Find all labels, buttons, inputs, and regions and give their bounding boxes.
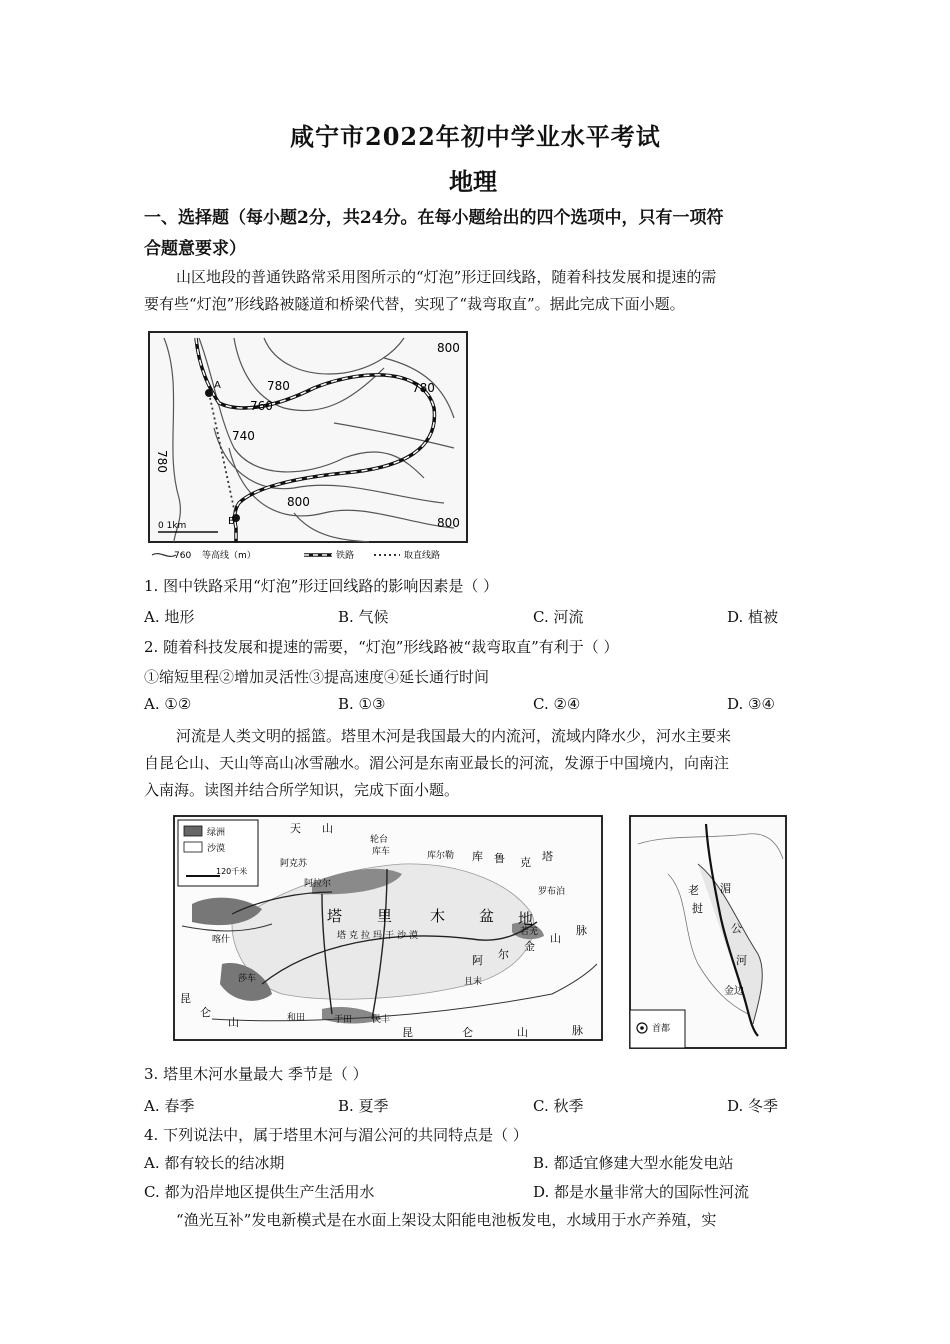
legend-rail-text: 铁路 — [336, 551, 355, 561]
contour-map-figure — [144, 328, 474, 564]
place-lop: 罗布泊 — [538, 887, 566, 897]
kunlun-left-char: 山 — [228, 1016, 239, 1029]
exam-title: 咸宁市2022年初中学业水平考试 — [290, 122, 661, 151]
question-4-option-a[interactable]: A. 都有较长的结冰期 — [144, 1154, 285, 1172]
place-shache: 莎车 — [238, 974, 257, 984]
question-2-option-a[interactable]: A. ①② — [144, 695, 192, 713]
map-scale-label: 120千米 — [216, 867, 248, 876]
altun-char: 脉 — [576, 924, 587, 937]
place-ruoqiang: 若羌 — [520, 927, 539, 937]
kuruktag-char: 库 — [472, 850, 483, 863]
place-aral: 阿拉尔 — [304, 879, 332, 889]
contour-label: 740 — [232, 429, 255, 443]
contour-label: 780 — [267, 379, 290, 393]
section-heading-line1: 一、选择题（每小题2分，共24分。在每小题给出的四个选项中，只有一项符 — [144, 208, 724, 228]
question-4-option-b[interactable]: B. 都适宜修建大型水能发电站 — [533, 1154, 734, 1172]
question-2-option-c[interactable]: C. ②④ — [533, 695, 581, 713]
basin-char: 塔 — [327, 907, 343, 925]
basin-char: 木 — [430, 907, 446, 925]
capital-label: 首都 — [652, 1024, 671, 1034]
kuruktag-char: 鲁 — [494, 852, 505, 865]
altun-char: 山 — [550, 932, 561, 945]
question-1-stem: 1. 图中铁路采用“灯泡”形迂回线路的影响因素是（ ） — [144, 577, 499, 595]
scale-label: 0 1km — [158, 521, 187, 531]
contour-label: 800 — [437, 516, 460, 530]
point-b-label: B — [228, 516, 235, 527]
altun-char: 阿 — [472, 954, 483, 967]
place-qiemo: 且末 — [464, 977, 483, 987]
mekong-char: 公 — [731, 922, 742, 935]
place-kuqa: 库车 — [372, 847, 391, 857]
passage2-line1: 河流是人类文明的摇篮。塔里木河是我国最大的内流河，流域内降水少，河水主要来 — [176, 727, 732, 745]
kunlun-char: 山 — [517, 1026, 528, 1039]
altun-char: 金 — [524, 940, 535, 953]
question-2-option-b[interactable]: B. ①③ — [338, 695, 386, 713]
laos-char: 挝 — [692, 902, 703, 915]
question-4-stem: 4. 下列说法中，属于塔里木河与湄公河的共同特点是（ ） — [144, 1126, 528, 1144]
contour-label: 800 — [287, 495, 310, 509]
legend-desert-label: 沙漠 — [207, 844, 226, 854]
question-2-option-d[interactable]: D. ③④ — [727, 695, 775, 713]
contour-map-svg — [144, 328, 474, 564]
place-minfeng: 民丰 — [372, 1015, 391, 1025]
passage2-line2: 自昆仑山、天山等高山冰雪融水。湄公河是东南亚最长的河流，发源于中国境内，向南注 — [144, 754, 730, 772]
passage1-line1: 山区地段的普通铁路常采用图所示的“灯泡”形迂回线路，随着科技发展和提速的需 — [176, 268, 717, 286]
question-2-items: ①缩短里程②增加灵活性③提高速度④延长通行时间 — [144, 668, 490, 686]
question-3-option-b[interactable]: B. 夏季 — [338, 1097, 389, 1115]
question-1-option-a[interactable]: A. 地形 — [144, 608, 195, 626]
basin-char: 盆 — [479, 907, 495, 925]
kunlun-char: 仑 — [462, 1026, 473, 1039]
kuruktag-char: 克 — [520, 856, 531, 869]
basin-char: 里 — [377, 907, 393, 925]
contour-label: 800 — [437, 341, 460, 355]
legend-contour-value: 760 — [174, 551, 192, 561]
legend-straight-text: 取直线路 — [404, 551, 441, 561]
mekong-char: 河 — [736, 954, 747, 967]
question-4-option-d[interactable]: D. 都是水量非常大的国际性河流 — [533, 1183, 750, 1201]
question-4-option-c[interactable]: C. 都为沿岸地区提供生产生活用水 — [144, 1183, 375, 1201]
kunlun-char: 脉 — [572, 1024, 583, 1037]
question-3-option-c[interactable]: C. 秋季 — [533, 1097, 584, 1115]
place-kashgar: 喀什 — [212, 935, 231, 945]
laos-char: 老 — [688, 884, 699, 897]
passage1-line2: 要有些“灯泡”形线路被隧道和桥梁代替，实现了“裁弯取直”。据此完成下面小题。 — [144, 295, 685, 313]
desert-name: 塔克拉玛干沙漠 — [337, 931, 422, 941]
question-1-option-c[interactable]: C. 河流 — [533, 608, 584, 626]
place-luntai: 轮台 — [370, 835, 389, 845]
kuruktag-char: 塔 — [542, 850, 553, 863]
tarim-map-figure — [172, 814, 604, 1042]
altun-char: 尔 — [498, 948, 509, 961]
passage3-line1: “渔光互补”发电新模式是在水面上架设太阳能电池板发电，水域用于水产养殖，实 — [176, 1211, 717, 1229]
place-aksu: 阿克苏 — [280, 859, 308, 869]
question-3-option-a[interactable]: A. 春季 — [144, 1097, 195, 1115]
legend-oasis-label: 绿洲 — [207, 828, 226, 838]
legend-contour-text: 等高线（m） — [202, 551, 256, 561]
point-a-label: A — [214, 380, 221, 391]
passage2-line3: 入南海。读图并结合所学知识，完成下面小题。 — [144, 781, 460, 799]
question-2-stem: 2. 随着科技发展和提速的需要，“灯泡”形线路被“裁弯取直”有利于（ ） — [144, 638, 619, 656]
tianshan-char: 天 — [290, 822, 301, 835]
kunlun-left-char: 仑 — [200, 1006, 211, 1019]
place-korla: 库尔勒 — [427, 851, 455, 861]
legend-oasis-swatch — [184, 826, 202, 836]
tianshan-char: 山 — [322, 822, 333, 835]
legend-desert-swatch — [184, 842, 202, 852]
mekong-map-figure — [628, 814, 788, 1050]
exam-subject: 地理 — [449, 167, 497, 196]
question-1-option-d[interactable]: D. 植被 — [727, 608, 779, 626]
contour-label: 760 — [250, 399, 273, 413]
mekong-char: 湄 — [720, 882, 731, 895]
contour-label: 780 — [155, 450, 169, 473]
place-yutian: 于田 — [334, 1015, 353, 1025]
contour-label: 780 — [412, 381, 435, 395]
phnom-penh-label: 金边 — [724, 986, 744, 997]
basin-char: 地 — [518, 910, 534, 928]
kunlun-char: 昆 — [402, 1026, 413, 1039]
kunlun-left-char: 昆 — [180, 992, 191, 1005]
mekong-map-svg — [628, 814, 788, 1050]
question-3-stem: 3. 塔里木河水量最大 季节是（ ） — [144, 1065, 368, 1083]
question-1-option-b[interactable]: B. 气候 — [338, 608, 389, 626]
section-heading-line2: 合题意要求） — [144, 239, 246, 259]
tarim-map-svg — [172, 814, 604, 1042]
place-hotan: 和田 — [287, 1013, 306, 1023]
point-a-marker — [205, 389, 213, 397]
question-3-option-d[interactable]: D. 冬季 — [727, 1097, 779, 1115]
